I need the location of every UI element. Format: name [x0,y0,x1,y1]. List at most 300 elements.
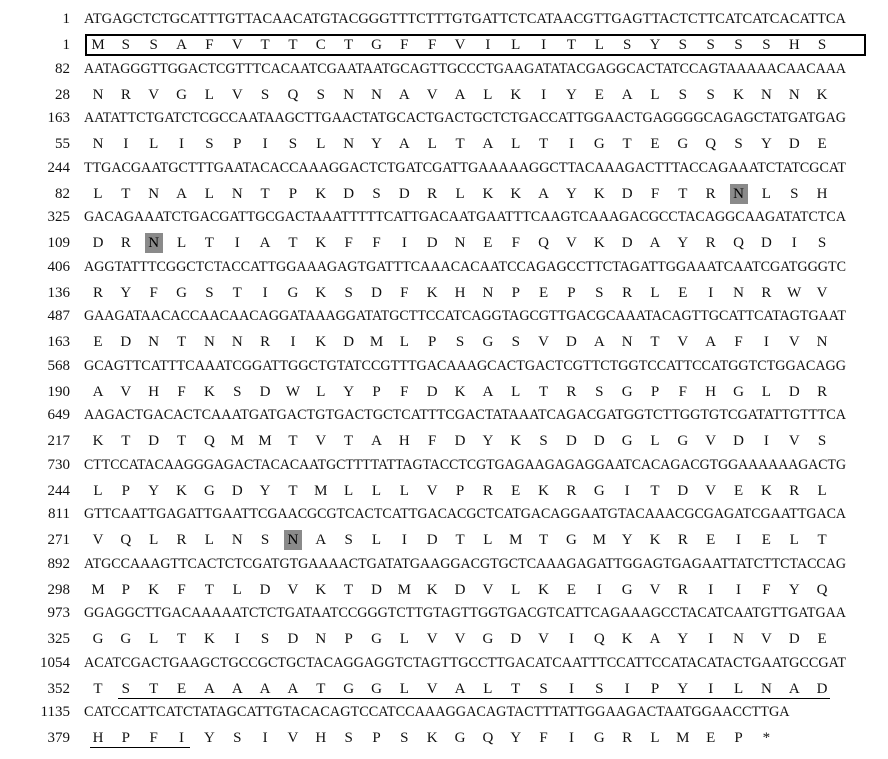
residue: T [176,631,187,647]
amino-acid-position: 352 [47,680,70,697]
residue: V [705,433,717,449]
residue: N [203,334,215,350]
amino-acid-row [0,629,888,649]
nucleotide-position: 649 [47,407,70,423]
residue: G [371,37,382,53]
residue: T [288,235,298,251]
residue: D [788,631,800,647]
residue: P [372,383,381,400]
amino-acid-row [0,233,888,253]
residue: A [176,185,187,202]
nucleotide-sequence: CTTCCATACAAGGGAGACTACACAATGCTTTTATTAGTACCTCGTGAGAAGAGAGGAATCACAGACGTGGAAAAAAGACTG [84,456,847,473]
residue: N [315,631,327,647]
residue: T [260,185,270,202]
residue: L [455,185,465,202]
residue: T [149,680,159,697]
residue: H [148,383,160,400]
nucleotide-row [0,702,888,722]
residue: G [203,482,215,499]
residue: S [595,680,604,697]
residue: R [817,383,828,400]
residue: V [816,284,828,301]
residue: P [288,185,298,202]
residue: Q [482,730,494,746]
residue: A [203,680,215,697]
residue: D [677,482,689,499]
residue: D [231,482,243,499]
residue: K [510,86,522,103]
residue: N [148,334,160,350]
residue: A [92,383,104,400]
residue: Y [259,482,271,499]
residue: E [733,482,744,499]
residue: I [541,86,547,103]
residue: S [344,532,353,548]
residue: V [677,334,689,350]
nucleotide-row [0,405,888,425]
residue: Q [705,136,717,152]
residue: Y [788,581,800,598]
residue: S [678,37,688,53]
nucleotide-sequence: TTGACGAATGCTTTGAATACACCAAAGGACTCTGATCGATTGAAAAAGGCTTACAAAGACTTTACCAGAAATCTATCGCAT [84,159,847,176]
residue: N [733,631,744,647]
residue: M [91,37,105,53]
residue: C [315,37,326,53]
nucleotide-row [0,158,888,178]
residue: R [176,532,187,548]
nucleotide-sequence: GAAGATAACACCAACAACAGGATAAAGGATATGCTTCCATCAGGTAGCGTTGACGCAAATACAGTTGCATTCATAGTGAAT [84,308,846,324]
residue: F [678,383,688,400]
residue: G [176,284,187,301]
amino-acid-position: 379 [47,730,70,746]
residue: T [93,680,103,697]
residue: S [260,631,270,647]
residue: A [287,680,299,697]
residue: I [568,631,574,647]
residue: S [539,680,548,697]
residue: R [482,482,493,499]
residue: D [621,235,633,251]
residue: V [315,433,327,449]
residue: I [624,482,630,499]
residue: S [511,334,520,350]
residue: L [511,37,521,53]
residue: K [454,383,466,400]
residue: T [176,334,187,350]
residue: R [622,730,633,746]
residue: S [400,730,409,746]
residue: G [454,730,466,746]
residue: E [566,581,577,598]
residue: L [650,433,660,449]
residue: H [705,383,717,400]
residue: A [398,86,410,103]
residue: V [482,581,494,598]
nucleotide-position: 487 [47,308,70,324]
residue: D [371,581,382,598]
amino-acid-row [0,580,888,600]
residue: S [762,37,771,53]
residue: L [761,185,771,202]
residue: F [400,37,409,53]
residue: E [650,136,660,152]
residue: P [650,680,660,697]
residue: A [538,185,550,202]
residue: V [120,383,132,400]
residue: I [708,631,714,647]
residue: P [511,284,520,301]
nucleotide-sequence: GTTCAATTGAGATTGAATTCGAACGCGTCACTCATTGACACGCTCATGACAGGAATGTACAAACGCGAGATCGAATTGACA [84,506,847,522]
residue: S [734,136,743,152]
residue: M [230,433,244,449]
nucleotide-row [0,504,888,524]
residue: A [454,86,466,103]
residue: N [482,284,494,301]
nucleotide-row [0,603,888,623]
residue: A [259,235,271,251]
residue: I [485,37,491,53]
residue: M [314,482,328,499]
residue: D [259,383,271,400]
residue: V [231,86,243,103]
residue: Q [733,235,744,251]
amino-acid-row [0,679,888,699]
residue: Y [677,235,689,251]
residue: G [593,482,605,499]
glycosylation-site-residue: N [730,184,748,204]
residue: T [121,185,131,202]
residue: Q [287,86,299,103]
residue: R [566,383,577,400]
residue: N [343,136,355,152]
residue: I [262,136,268,152]
residue: K [176,482,187,499]
residue: E [817,136,827,152]
residue: D [733,433,744,449]
residue: N [760,680,772,697]
residue: S [595,284,604,301]
residue: T [539,532,549,548]
residue: N [760,86,772,103]
residue: P [121,581,131,598]
residue: A [788,680,800,697]
residue: M [91,581,105,598]
residue: D [259,581,271,598]
nucleotide-position: 730 [47,456,70,473]
residue: L [817,482,827,499]
residue: I [179,136,185,152]
residue: R [566,482,577,499]
residue: L [789,532,799,548]
residue: Y [148,482,160,499]
residue: L [483,86,493,103]
residue: V [426,680,438,697]
residue: L [427,136,437,152]
residue: D [566,334,577,350]
residue: R [761,284,772,301]
nucleotide-row [0,9,888,29]
residue: G [120,631,132,647]
residue: S [233,730,242,746]
residue: K [203,383,215,400]
residue: I [708,284,714,301]
amino-acid-sequence [90,85,860,105]
residue: F [177,383,186,400]
nucleotide-sequence: AATATTCTGATCTCGCCAATAAGCTTGAACTATGCACTGACTGCTCTGACCATTGGAACTGAGGGGCAGAGCTATGATGAG [84,110,846,126]
residue: G [677,136,689,152]
residue: Y [510,730,522,746]
residue: I [123,136,129,152]
residue: K [315,334,327,350]
glycosylation-site-residue: N [284,530,302,550]
residue: Y [677,680,689,697]
residue: G [176,86,187,103]
amino-acid-position: 1 [62,37,70,53]
amino-acid-sequence [90,134,860,154]
nucleotide-position: 811 [48,506,70,522]
residue: L [399,631,409,647]
residue: E [176,680,187,697]
amino-acid-row [0,134,888,154]
residue: V [454,37,466,53]
residue: T [204,235,214,251]
residue: F [400,383,409,400]
residue: I [568,730,574,746]
amino-acid-sequence [90,530,860,550]
residue: K [426,581,438,598]
residue: D [566,433,577,449]
residue: V [287,581,299,598]
amino-acid-position: 190 [47,383,70,400]
residue: N [231,185,243,202]
residue: I [708,581,714,598]
residue: A [454,680,466,697]
residue: M [592,532,606,548]
residue: G [371,680,382,697]
residue: T [455,136,465,152]
residue: A [315,532,327,548]
residue: Y [120,284,132,301]
residue: G [92,631,104,647]
amino-acid-sequence [90,728,860,748]
residue: L [149,136,159,152]
glycosylation-site-residue: N [145,233,163,253]
residue: P [121,730,131,746]
residue: L [399,334,409,350]
nucleotide-row [0,59,888,79]
signal-peptide-box [85,34,866,56]
nucleotide-row [0,207,888,227]
residue: H [454,284,466,301]
residue: E [706,532,716,548]
nucleotide-row [0,653,888,673]
residue: T [650,334,660,350]
residue: I [763,433,769,449]
residue: E [511,482,521,499]
residue: T [511,680,521,697]
residue: F [177,581,186,598]
residue: S [706,37,715,53]
residue: A [259,680,271,697]
residue: K [203,631,215,647]
residue: S [260,532,270,548]
residue: T [204,581,214,598]
residue: W [787,284,802,301]
residue: H [315,730,327,746]
residue: E [93,334,103,350]
residue: L [344,482,354,499]
residue: T [344,37,354,53]
residue: D [454,433,466,449]
amino-acid-sequence [90,233,860,253]
residue: K [538,581,550,598]
residue: I [596,581,602,598]
residue: I [401,235,407,251]
residue: D [371,284,382,301]
residue: S [344,730,353,746]
amino-acid-sequence [90,184,860,204]
residue: I [234,631,240,647]
residue: V [426,86,438,103]
residue: G [482,631,494,647]
residue: F [205,37,214,53]
residue: A [231,680,243,697]
nucleotide-row [0,257,888,277]
residue: F [511,235,520,251]
residue: Y [203,730,215,746]
residue: A [593,334,605,350]
residue: M [397,581,412,598]
residue: R [622,284,633,301]
residue: R [120,235,131,251]
residue: I [736,532,742,548]
residue: E [594,86,604,103]
residue: S [205,284,214,301]
residue: P [567,284,576,301]
residue: T [288,482,298,499]
residue: L [483,680,493,697]
residue: K [315,185,327,202]
residue: I [541,37,547,53]
amino-acid-sequence [90,431,860,451]
residue: K [649,532,661,548]
residue: N [733,284,744,301]
residue: W [285,383,301,400]
residue: L [650,284,660,301]
residue: K [315,581,327,598]
residue: L [399,482,409,499]
residue: L [650,730,660,746]
residue: D [343,334,355,350]
residue: G [621,433,633,449]
residue: V [231,37,243,53]
nucleotide-position: 1135 [40,704,70,720]
residue: S [595,383,604,400]
amino-acid-position: 298 [47,581,70,598]
nucleotide-row [0,455,888,475]
residue: I [568,680,574,697]
residue: V [148,86,160,103]
residue: V [788,433,800,449]
residue: V [538,631,550,647]
residue: G [621,581,633,598]
residue: S [149,37,158,53]
residue: A [482,136,494,152]
residue: T [344,581,354,598]
residue: Y [566,185,577,202]
residue: S [817,433,827,449]
residue: P [372,730,381,746]
nucleotide-row [0,554,888,574]
residue: S [539,433,548,449]
amino-acid-sequence [90,679,860,699]
residue: V [566,235,577,251]
residue: L [761,383,771,400]
residue: S [344,284,353,301]
amino-acid-sequence [90,580,860,600]
residue: N [371,86,382,103]
residue: L [93,185,103,202]
residue: A [649,631,661,647]
residue: L [176,235,187,251]
residue: T [539,383,549,400]
residue: N [231,334,243,350]
residue: A [705,334,717,350]
residue: Y [649,37,661,53]
underlined-region [90,747,190,748]
amino-acid-sequence [90,332,860,352]
residue: S [817,235,827,251]
amino-acid-sequence [90,382,860,402]
residue: D [343,185,355,202]
residue: V [287,730,299,746]
residue: N [148,185,160,202]
residue: I [262,730,268,746]
residue: L [149,532,159,548]
residue: D [426,383,438,400]
nucleotide-sequence: ATGCCAAAGTTCACTCTCGATGTGAAAACTGATATGAAGGACGTGCTCAAAGAGATTGGAGTGAGAATTATCTTCTACCAG [84,555,847,572]
residue: N [92,86,104,103]
residue: F [344,235,353,251]
nucleotide-sequence: GACAGAAATCTGACGATTGCGACTAAATTTTTCATTGACAATGAATTTCAAGTCAAAGACGCCTACAGGCAAGATATCTCA [84,209,846,225]
nucleotide-sequence: ACATCGACTGAAGCTGCCGCTGCTACAGGAGGTCTAGTTGCCTTGACATCAATTTCCATTCCATACATACTGAATGCCGAT [84,654,847,671]
residue: N [454,235,466,251]
residue: K [426,730,438,746]
residue: S [790,185,799,202]
amino-acid-sequence [90,283,860,303]
residue: A [371,433,382,449]
residue: K [816,86,828,103]
residue: A [176,37,187,53]
nucleotide-sequence: AGGTATTTCGGCTCTACCATTGGAAAGAGTGATTTCAAACACAATCCAGAGCCTTCTAGATTGGAAATCAATCGATGGGTC [84,258,846,275]
residue: M [258,433,272,449]
residue: S [121,680,131,697]
residue: I [290,334,296,350]
residue: V [426,482,438,499]
nucleotide-sequence: ATGAGCTCTGCATTTGTTACAACATGTACGGGTTTCTTTGTGATTCTCATAACGTTGAGTTACTCTTCATCATCACATTCA [84,11,846,27]
residue: G [371,631,382,647]
residue: G [482,334,494,350]
residue: A [482,383,494,400]
amino-acid-position: 82 [55,185,70,202]
residue: H [816,185,828,202]
residue: K [593,185,605,202]
residue: F [149,730,158,746]
amino-acid-position: 271 [47,532,70,548]
residue: D [92,235,104,251]
residue: D [816,680,828,697]
residue: D [426,532,438,548]
